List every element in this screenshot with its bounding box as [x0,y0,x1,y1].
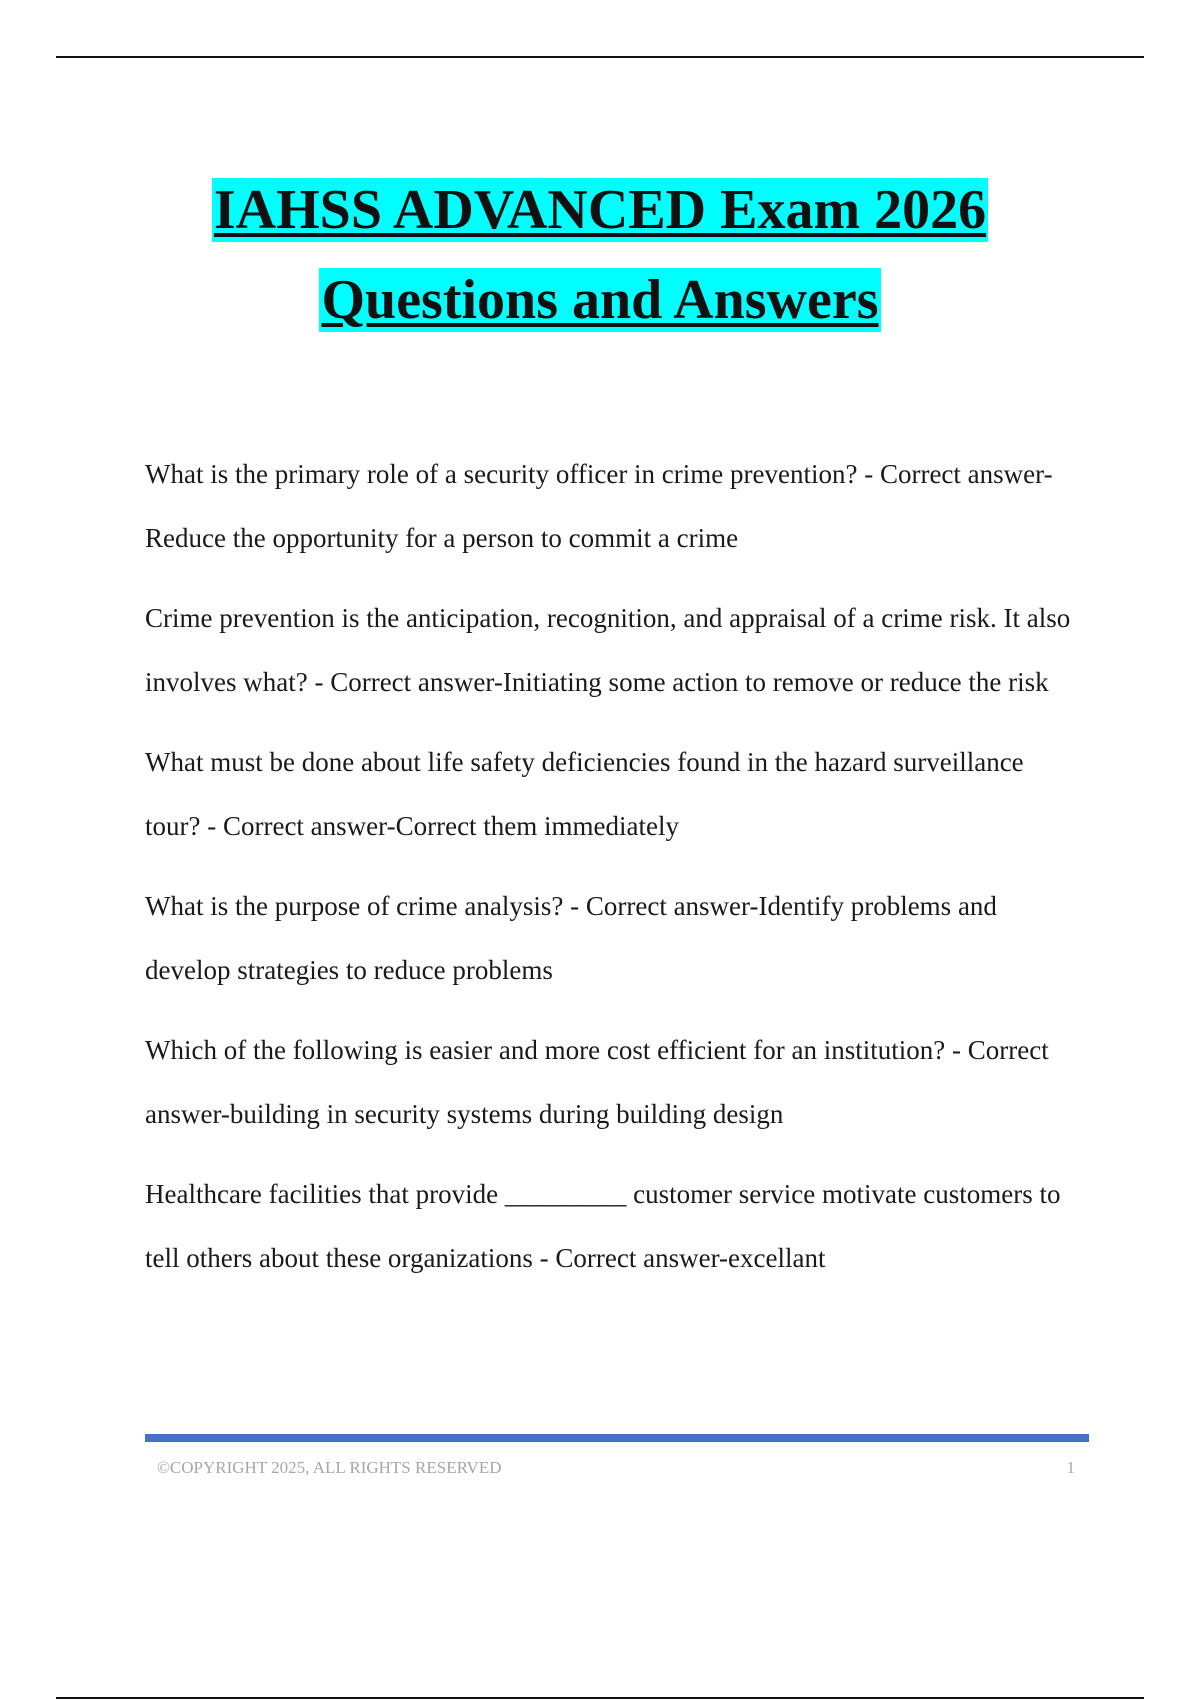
document-title [0,178,1200,332]
bottom-divider [56,1697,1144,1699]
qa-item: What must be done about life safety deficiencies found in the hazard surveillance tour? - Correct answer-Correct them immediately [145,747,1024,841]
qa-item: Which of the following is easier and more cost efficient for an institution? - Correct answer-building in security systems during building design [145,1035,1049,1129]
footer-bar [145,1434,1089,1442]
qa-item: Healthcare facilities that provide _________ customer service motivate customers to tell others about these organizations - Correct answer-excellant [145,1179,1061,1273]
title-line-2: Questions and Answers [321,269,879,331]
qa-list [145,442,1085,1306]
qa-item: Crime prevention is the anticipation, recognition, and appraisal of a crime risk. It also involves what? - Correct answer-Initiating some action to remove or reduce the risk [145,603,1071,697]
title-line-1: IAHSS ADVANCED Exam 2026 [213,179,987,241]
footer-copyright: ©COPYRIGHT 2025, ALL RIGHTS RESERVED [157,1458,502,1477]
top-divider [56,56,1144,58]
page-number: 1 [1066,1458,1075,1477]
qa-item: What is the primary role of a security officer in crime prevention? - Correct answer-Reduce the opportunity for a person to commit a crime [145,459,1053,553]
qa-item: What is the purpose of crime analysis? - Correct answer-Identify problems and develop strategies to reduce problems [145,891,997,985]
